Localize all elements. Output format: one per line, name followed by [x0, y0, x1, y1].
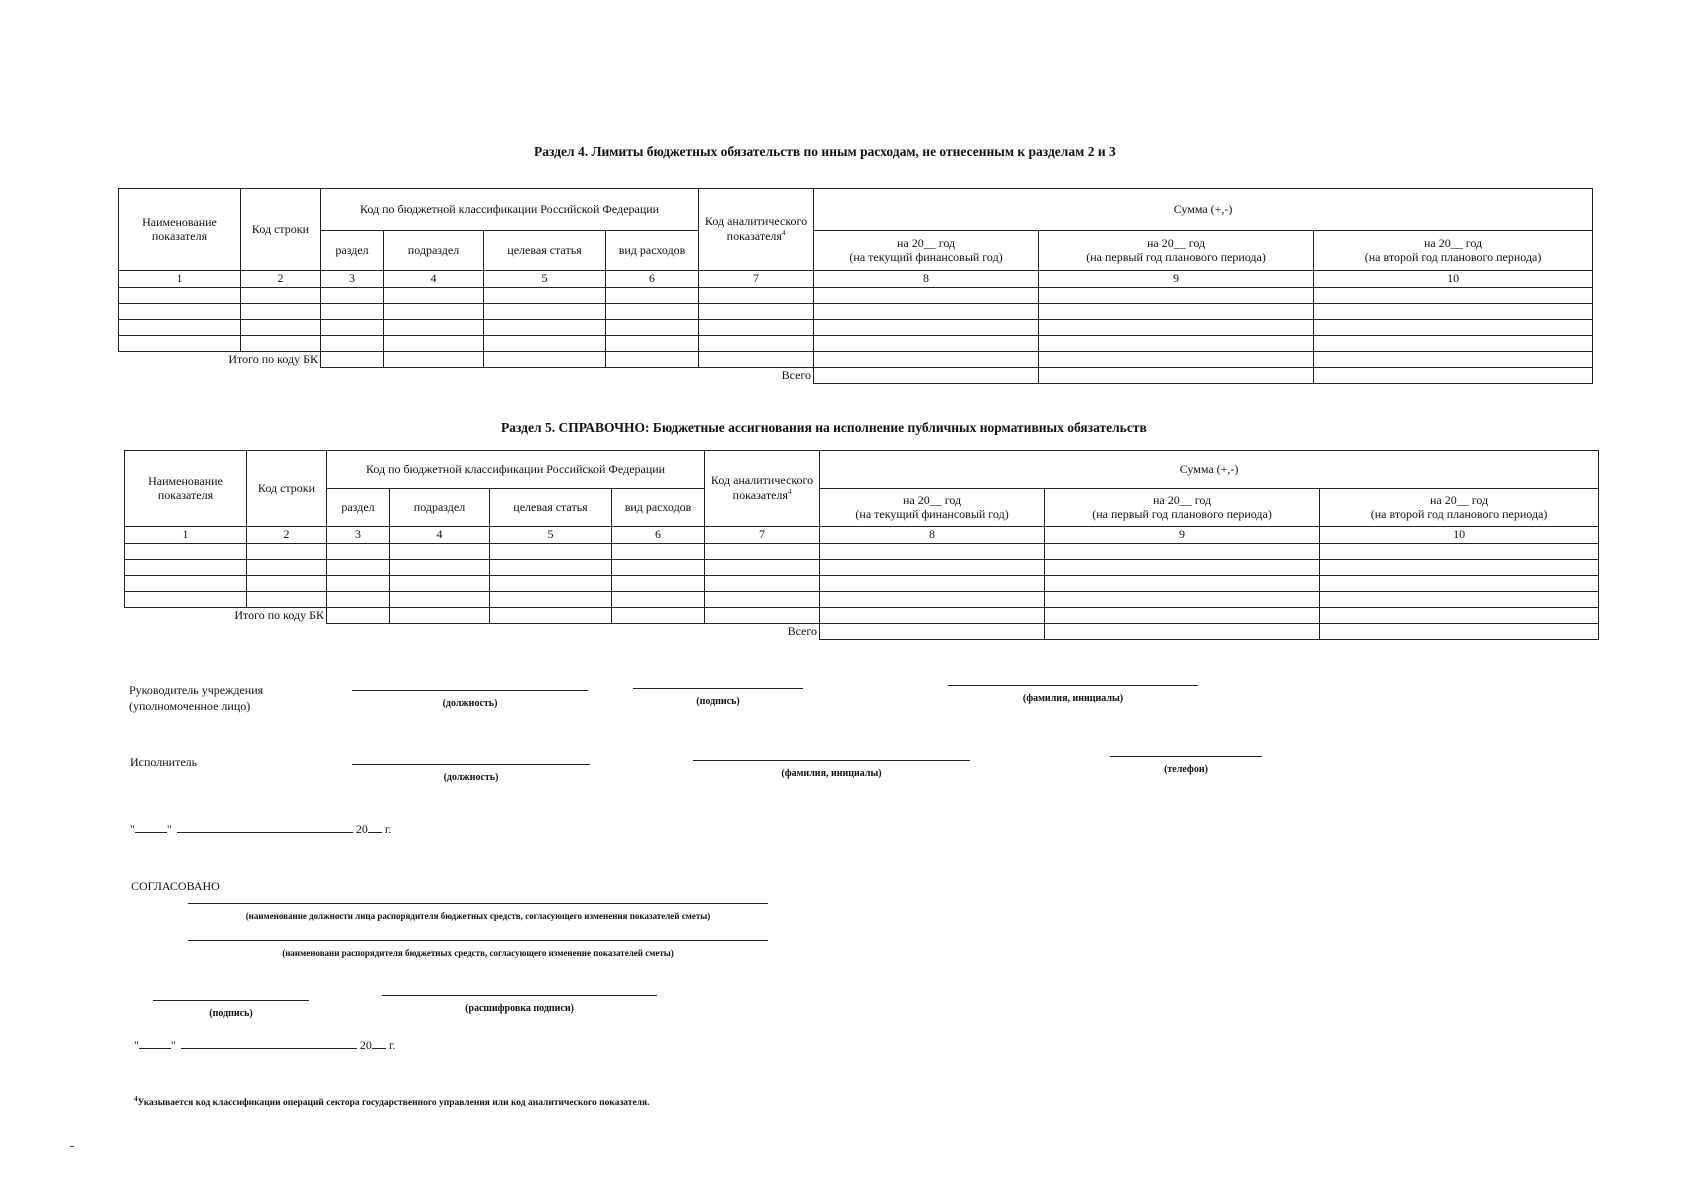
col-number: 4 — [390, 527, 490, 544]
col-number: 4 — [384, 271, 484, 288]
table-row — [125, 576, 1599, 592]
col-number: 9 — [1039, 271, 1314, 288]
col-number: 5 — [484, 271, 606, 288]
header-target: целевая статья — [484, 231, 606, 271]
header-row-code: Код строки — [247, 451, 327, 527]
col-number: 5 — [490, 527, 612, 544]
col-number: 6 — [606, 271, 699, 288]
header-analytic: Код аналитического показателя$^4$ — [699, 189, 814, 271]
date-field[interactable]: " " 20 г. — [130, 822, 392, 836]
head-name-line[interactable] — [948, 685, 1198, 686]
section5-title: Раздел 5. СПРАВОЧНО: Бюджетные ассигнования на исполнение публичных нормативных обязательств — [501, 420, 1147, 435]
head-name-caption: (фамилия, инициалы) — [1022, 693, 1124, 704]
col-number: 7 — [705, 527, 820, 544]
header-analytic: Код аналитического показателя$^4$ — [705, 451, 820, 527]
agreed-org-line[interactable] — [188, 940, 768, 941]
total-all-row — [119, 368, 1593, 384]
table-row — [119, 304, 1593, 320]
col-number: 3 — [327, 527, 390, 544]
total-bk-row — [119, 352, 1593, 368]
header-razdel: раздел — [321, 231, 384, 271]
table-row — [119, 320, 1593, 336]
header-target: целевая статья — [490, 489, 612, 527]
section4-title: Раздел 4. Лимиты бюджетных обязательств по иным расходам, не отнесенным к разделам 2 и 3 — [534, 144, 1116, 159]
header-bk-group: Код по бюджетной классификации Российской Федерации — [327, 451, 705, 489]
header-podrazdel: подраздел — [390, 489, 490, 527]
agreed-decode-caption: (расшифровка подписи) — [465, 1003, 574, 1014]
header-year3: на 20__ год (на второй год планового периода) — [1314, 231, 1593, 271]
header-razdel: раздел — [327, 489, 390, 527]
header-year3: на 20__ год (на второй год планового периода) — [1320, 489, 1599, 527]
header-row-code: Код строки — [241, 189, 321, 271]
col-number: 10 — [1320, 527, 1599, 544]
agreed-signature-line[interactable] — [153, 1000, 309, 1001]
header-bk-group: Код по бюджетной классификации Российской Федерации — [321, 189, 699, 231]
table-row — [119, 288, 1593, 304]
col-number: 2 — [247, 527, 327, 544]
header-exp-type: вид расходов — [612, 489, 705, 527]
scan-mark — [70, 1146, 74, 1147]
header-year1: на 20__ год (на текущий финансовый год) — [820, 489, 1045, 527]
total-all-row — [125, 624, 1599, 640]
header-sum-group: Сумма (+,-) — [814, 189, 1593, 231]
col-number: 1 — [119, 271, 241, 288]
total-bk-label: Итого по коду БК — [228, 351, 318, 366]
header-year2: на 20__ год (на первый год планового периода) — [1045, 489, 1320, 527]
agreed-org-caption: (наименовани распорядителя бюджетных средств, согласующего изменение показателей сметы) — [282, 948, 674, 958]
col-number: 8 — [814, 271, 1039, 288]
head-position-caption: (должность) — [442, 698, 498, 709]
agreed-signature-caption: (подпись) — [209, 1008, 253, 1019]
executor-phone-line[interactable] — [1110, 756, 1262, 757]
agreed-position-caption: (наименование должности лица распорядителя бюджетных средств, согласующего изменения показателей сметы) — [245, 911, 711, 921]
header-exp-type: вид расходов — [606, 231, 699, 271]
executor-position-line[interactable] — [352, 764, 590, 765]
table-row — [119, 336, 1593, 352]
head-position-line[interactable] — [352, 690, 588, 691]
agreed-decode-line[interactable] — [382, 995, 657, 996]
executor-phone-caption: (телефон) — [1164, 764, 1208, 775]
col-number: 6 — [612, 527, 705, 544]
table-row — [125, 592, 1599, 608]
table-row — [125, 544, 1599, 560]
agreed-position-line[interactable] — [188, 903, 768, 904]
header-year2: на 20__ год (на первый год планового периода) — [1039, 231, 1314, 271]
col-number: 1 — [125, 527, 247, 544]
column-numbers-row — [125, 527, 1599, 544]
total-bk-row — [125, 608, 1599, 624]
col-number: 8 — [820, 527, 1045, 544]
head-signature-caption: (подпись) — [696, 696, 740, 707]
total-all-label: Всего — [781, 367, 812, 382]
executor-name-caption: (фамилия, инициалы) — [781, 768, 882, 779]
col-number: 3 — [321, 271, 384, 288]
executor-name-line[interactable] — [693, 760, 970, 761]
section4-table — [118, 188, 1593, 384]
head-signature-line[interactable] — [633, 688, 803, 689]
agreed-date-field[interactable]: " " 20 г. — [134, 1038, 396, 1052]
col-number: 10 — [1314, 271, 1593, 288]
column-numbers-row — [119, 271, 1593, 288]
col-number: 2 — [241, 271, 321, 288]
executor-label: Исполнитель — [130, 755, 198, 769]
table-row — [125, 560, 1599, 576]
col-number: 7 — [699, 271, 814, 288]
total-all-label: Всего — [787, 623, 818, 638]
header-name: Наименование показателя — [119, 189, 241, 271]
header-year1: на 20__ год (на текущий финансовый год) — [814, 231, 1039, 271]
header-podrazdel: подраздел — [384, 231, 484, 271]
col-number: 9 — [1045, 527, 1320, 544]
header-sum-group: Сумма (+,-) — [820, 451, 1599, 489]
executor-position-caption: (должность) — [443, 772, 499, 783]
total-bk-label: Итого по коду БК — [234, 607, 324, 622]
agreed-label: СОГЛАСОВАНО — [131, 879, 220, 893]
head-label: Руководитель учреждения (уполномоченное лицо) — [129, 683, 264, 714]
section5-table — [124, 450, 1599, 640]
footnote: $^4$Указывается код классификации операций сектора государственного управления или код аналитического показателя. — [134, 1095, 650, 1109]
header-name: Наименование показателя — [125, 451, 247, 527]
